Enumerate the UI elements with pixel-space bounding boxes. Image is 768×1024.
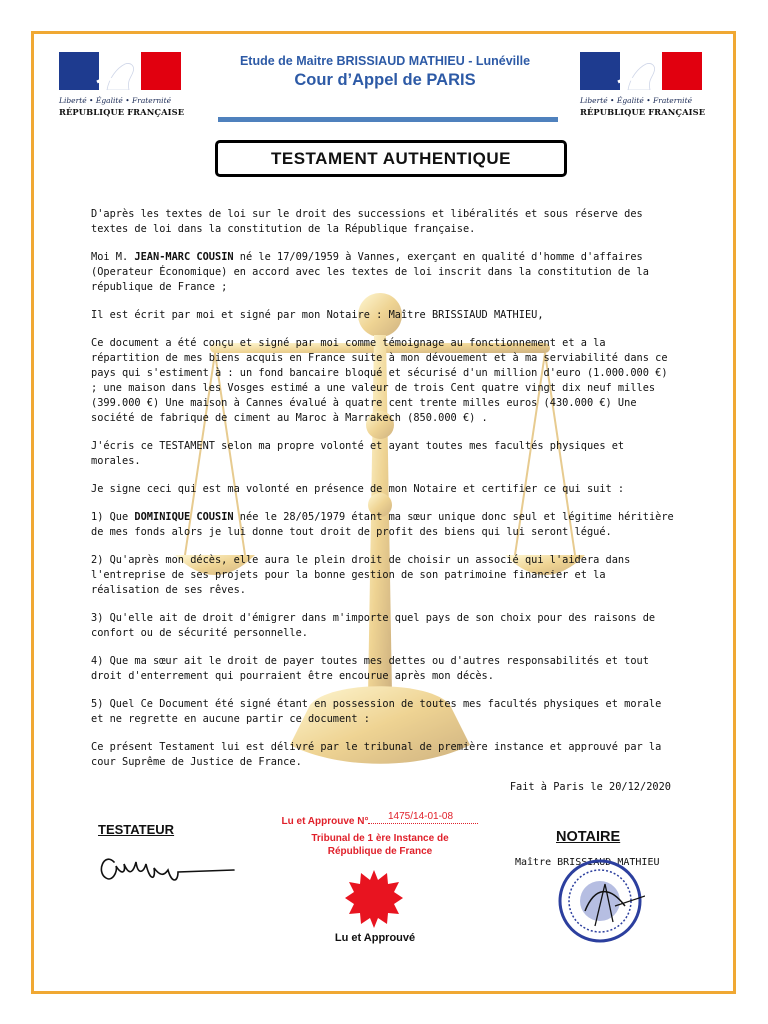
- paragraph-clause-1: 1) Que DOMINIQUE COUSIN née le 28/05/1979 étant ma sœur unique donc seul et légitime héritière de mes fonds alors je lui donne tout droit de profit des biens qui lui seront légué.: [91, 511, 674, 538]
- lu-approuve-label: Lu et Approuvé: [334, 932, 416, 944]
- paragraph-clause-4: 4) Que ma sœur ait le droit de payer toutes mes dettes ou d'autres responsabilités et tout droit d'enterrement qui pourraient être encourue après mon décès.: [91, 655, 649, 682]
- paragraph-clause-2: 2) Qu'après mon décès, elle aura le plein droit de choisir un associé qui l'aidera dans l'entreprise de ses projets pour la bonne gestion de son patrimoine financier et la réalisation de ses rêves.: [91, 554, 631, 596]
- republique-label: RÉPUBLIQUE FRANÇAISE: [580, 107, 706, 117]
- header-rule: [218, 117, 558, 122]
- testator-name: JEAN-MARC COUSIN: [134, 251, 234, 263]
- paragraph-certify: Je signe ceci qui est ma volonté en présence de mon Notaire et certifier ce qui suit :: [91, 483, 625, 495]
- paragraph-notary: Il est écrit par moi et signé par mon Notaire : Maître BRISSIAUD MATHIEU,: [91, 309, 544, 321]
- red-seal-icon: [343, 868, 405, 930]
- testament-body: [91, 207, 676, 783]
- notary-stamp-icon: [555, 856, 645, 946]
- paragraph-delivery: Ce présent Testament lui est délivré par le tribunal de première instance et approuvé par la cour Suprême de Justice de France.: [91, 741, 662, 768]
- republique-logo-right: [580, 52, 704, 122]
- testator-signature: [94, 842, 244, 887]
- date-place: Fait à Paris le 20/12/2020: [509, 781, 671, 793]
- etude-header: Etude de Maitre BRISSIAUD MATHIEU - Lunéville: [239, 54, 531, 68]
- marianne-icon: [89, 56, 149, 90]
- testateur-label: TESTATEUR: [98, 822, 175, 837]
- republique-logo-left: [59, 52, 183, 122]
- republique-motto: Liberté • Égalité • Fraternité: [59, 96, 172, 105]
- paragraph-clause-3: 3) Qu'elle ait de droit d'émigrer dans m'importe quel pays de son choix pour des raisons de confort ou de sécurité personnelle.: [91, 612, 656, 639]
- republique-label: RÉPUBLIQUE FRANÇAISE: [59, 107, 185, 117]
- notaire-label: NOTAIRE: [556, 829, 621, 845]
- cour-header: Cour d’Appel de PARIS: [294, 71, 476, 89]
- paragraph-preamble: D'après les textes de loi sur le droit des successions et libéralités et sous réserve des textes de loi dans la constitution de la République française.: [91, 208, 643, 235]
- republique-motto: Liberté • Égalité • Fraternité: [580, 96, 693, 105]
- tribunal-line-1: Tribunal de 1 ère Instance de: [311, 833, 449, 844]
- notaire-name: Maître BRISSIAUD MATHIEU: [515, 857, 660, 868]
- approval-number: 1475/14-01-08: [388, 811, 454, 822]
- approval-label: Lu et Approuve N°: [281, 816, 369, 827]
- heir-name: DOMINIQUE COUSIN: [134, 511, 234, 523]
- paragraph-declarant: Moi M. JEAN-MARC COUSIN né le 17/09/1959 à Vannes, exerçant en qualité d'homme d'affaires (Operateur Économique) en accord avec les textes de loi inscrit dans la constitution de la république de France ;: [91, 251, 649, 293]
- paragraph-assets: Ce document a été conçu et signé par moi comme témoignage au fonctionnement et a la répartition de mes biens acquis en France suite à mon dévouement et à ma serviabilité dans ce pays qui s'estiment à : un fond bancaire bloqué et sécurisé d'un million d'euro (1.000.000 €) ; une maison dans les Vosges estimé a une valeur de trois Cent quatre vingt dix neuf milles (399.000 €) Une maison à Cannes évalué à quatre cent trente milles euros (430.000 €) Une société de fabrique de ciment au Maroc à Marrakech (850.000 €) .: [91, 337, 668, 424]
- approval-block: [265, 811, 495, 857]
- paragraph-clause-5: 5) Quel Ce Document été signé étant en possession de toutes mes facultés physiques et morale et ne regrette en aucune partir ce document :: [91, 698, 662, 725]
- tribunal-line-2: République de France: [327, 846, 433, 857]
- document-title: TESTAMENT AUTHENTIQUE: [215, 140, 567, 177]
- paragraph-will: J'écris ce TESTAMENT selon ma propre volonté et ayant toutes mes facultés physiques et morales.: [91, 440, 625, 467]
- marianne-icon: [610, 56, 670, 90]
